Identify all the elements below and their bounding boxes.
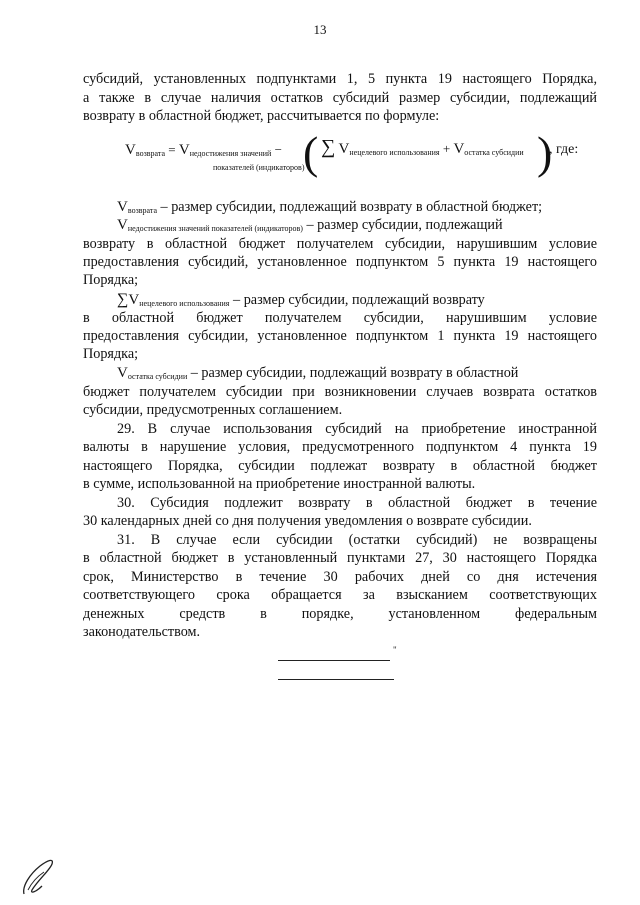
def-fail-line-2: предоставления субсидий, установленное подпунктом 5 пункта 19 настоящего [83, 254, 597, 270]
formula-v-return: V [125, 142, 136, 158]
def-fail-line-3: Порядка; [83, 272, 139, 288]
formula-plus: + [442, 141, 451, 156]
formula-tail: , где: [549, 142, 579, 157]
def-misuse-line-1: в областной бюджет получателем субсидии, нарушившим условие [83, 310, 597, 326]
intro-line-2: а также в случае наличия остатков субсидий размер субсидии, подлежащий [83, 90, 597, 106]
def-misuse-sum: ∑ [117, 291, 129, 308]
formula-sub-misuse: нецелевого использования [349, 148, 440, 157]
def-fail-sub: недостижения значений показателей (индикаторов) [127, 224, 303, 233]
def-rest-sub: остатка субсидии [127, 372, 188, 381]
p31-line-4: соответствующего срока обращается за взысканием соответствующих [83, 587, 597, 603]
def-misuse-text: – размер субсидии, подлежащий возврату [229, 292, 485, 308]
p31-line-5: денежных средств в порядке, установленном федеральным [83, 606, 597, 622]
closing-rule-1 [278, 660, 390, 661]
formula-equals: = [168, 142, 176, 157]
def-return-v: V [117, 199, 128, 215]
p29-line-4: в сумме, использованной на приобретение иностранной валюты. [83, 476, 476, 492]
def-fail-text: – размер субсидии, подлежащий [302, 217, 503, 233]
p31-line-2: в областной бюджет в установленный пунктами 27, 30 настоящего Порядка [83, 550, 597, 566]
def-return [117, 199, 597, 217]
p29-line-1: 29. В случае использования субсидий на приобретение иностранной [117, 421, 597, 437]
def-misuse-line-2: предоставления субсидии, установленное подпунктом 1 пункта 19 настоящего [83, 328, 597, 344]
formula-sub-rest: остатка субсидии [464, 148, 524, 157]
p31-line-3: срок, Министерство в течение 30 рабочих дней со дня истечения [83, 569, 597, 585]
def-return-text: – размер субсидии, подлежащий возврату в областной бюджет; [157, 199, 543, 215]
closing-rule-2 [278, 679, 394, 680]
p29-line-3: настоящего Порядка, субсидии подлежат возврату в областной бюджет [83, 458, 597, 474]
def-misuse-line-3: Порядка; [83, 346, 139, 362]
p31-line-1: 31. В случае если субсидии (остатки субсидий) не возвращены [117, 532, 597, 548]
page-number: 13 [313, 22, 327, 37]
formula-sum-sign: ∑ [321, 136, 336, 158]
def-rest-line-2: субсидии, предусмотренных соглашением. [83, 402, 343, 418]
def-return-sub: возврата [127, 206, 157, 215]
def-rest-text: – размер субсидии, подлежащий возврату в областной [187, 365, 519, 381]
formula-v-misuse: V [338, 141, 350, 157]
formula-sub-fail-2: показателей (индикаторов) [213, 163, 305, 172]
def-misuse-sub: нецелевого использования [139, 299, 230, 308]
p30-line-1: 30. Субсидия подлежит возврату в областной бюджет в течение [117, 495, 597, 511]
formula-v-rest: V [453, 141, 465, 157]
formula-minus: − [274, 142, 282, 157]
intro-line-1: субсидий, установленных подпунктами 1, 5 пункта 19 настоящего Порядка, [83, 71, 597, 87]
p30-line-2: 30 календарных дней со дня получения уведомления о возврате субсидии. [83, 513, 532, 529]
def-fail-line-1: возврату в областной бюджет получателем субсидии, нарушившим условие [83, 236, 597, 252]
formula-close-paren: ) [537, 127, 553, 178]
return-formula [125, 127, 595, 182]
def-misuse [117, 291, 597, 310]
closing-quote-mark: " [393, 645, 397, 655]
formula-sub-fail-1: недостижения значений [189, 149, 272, 158]
formula-v-fail: V [178, 142, 190, 158]
def-rest [117, 365, 597, 383]
p31-line-6: законодательством. [83, 624, 201, 640]
def-fail-v: V [117, 217, 128, 233]
def-rest-v: V [117, 365, 128, 381]
formula-sub-return: возврата [135, 149, 165, 158]
handwritten-mark-icon [18, 850, 58, 900]
p29-line-2: валюты в нарушение условия, предусмотренного подпунктом 4 пункта 19 [83, 439, 597, 455]
def-rest-line-1: бюджет получателем субсидии при возникновении случаев возврата остатков [83, 384, 597, 400]
def-fail [117, 217, 597, 235]
def-misuse-v: V [128, 292, 140, 308]
intro-line-3: возврату в областной бюджет, рассчитывается по формуле: [83, 108, 440, 124]
formula-open-paren: ( [303, 127, 319, 178]
